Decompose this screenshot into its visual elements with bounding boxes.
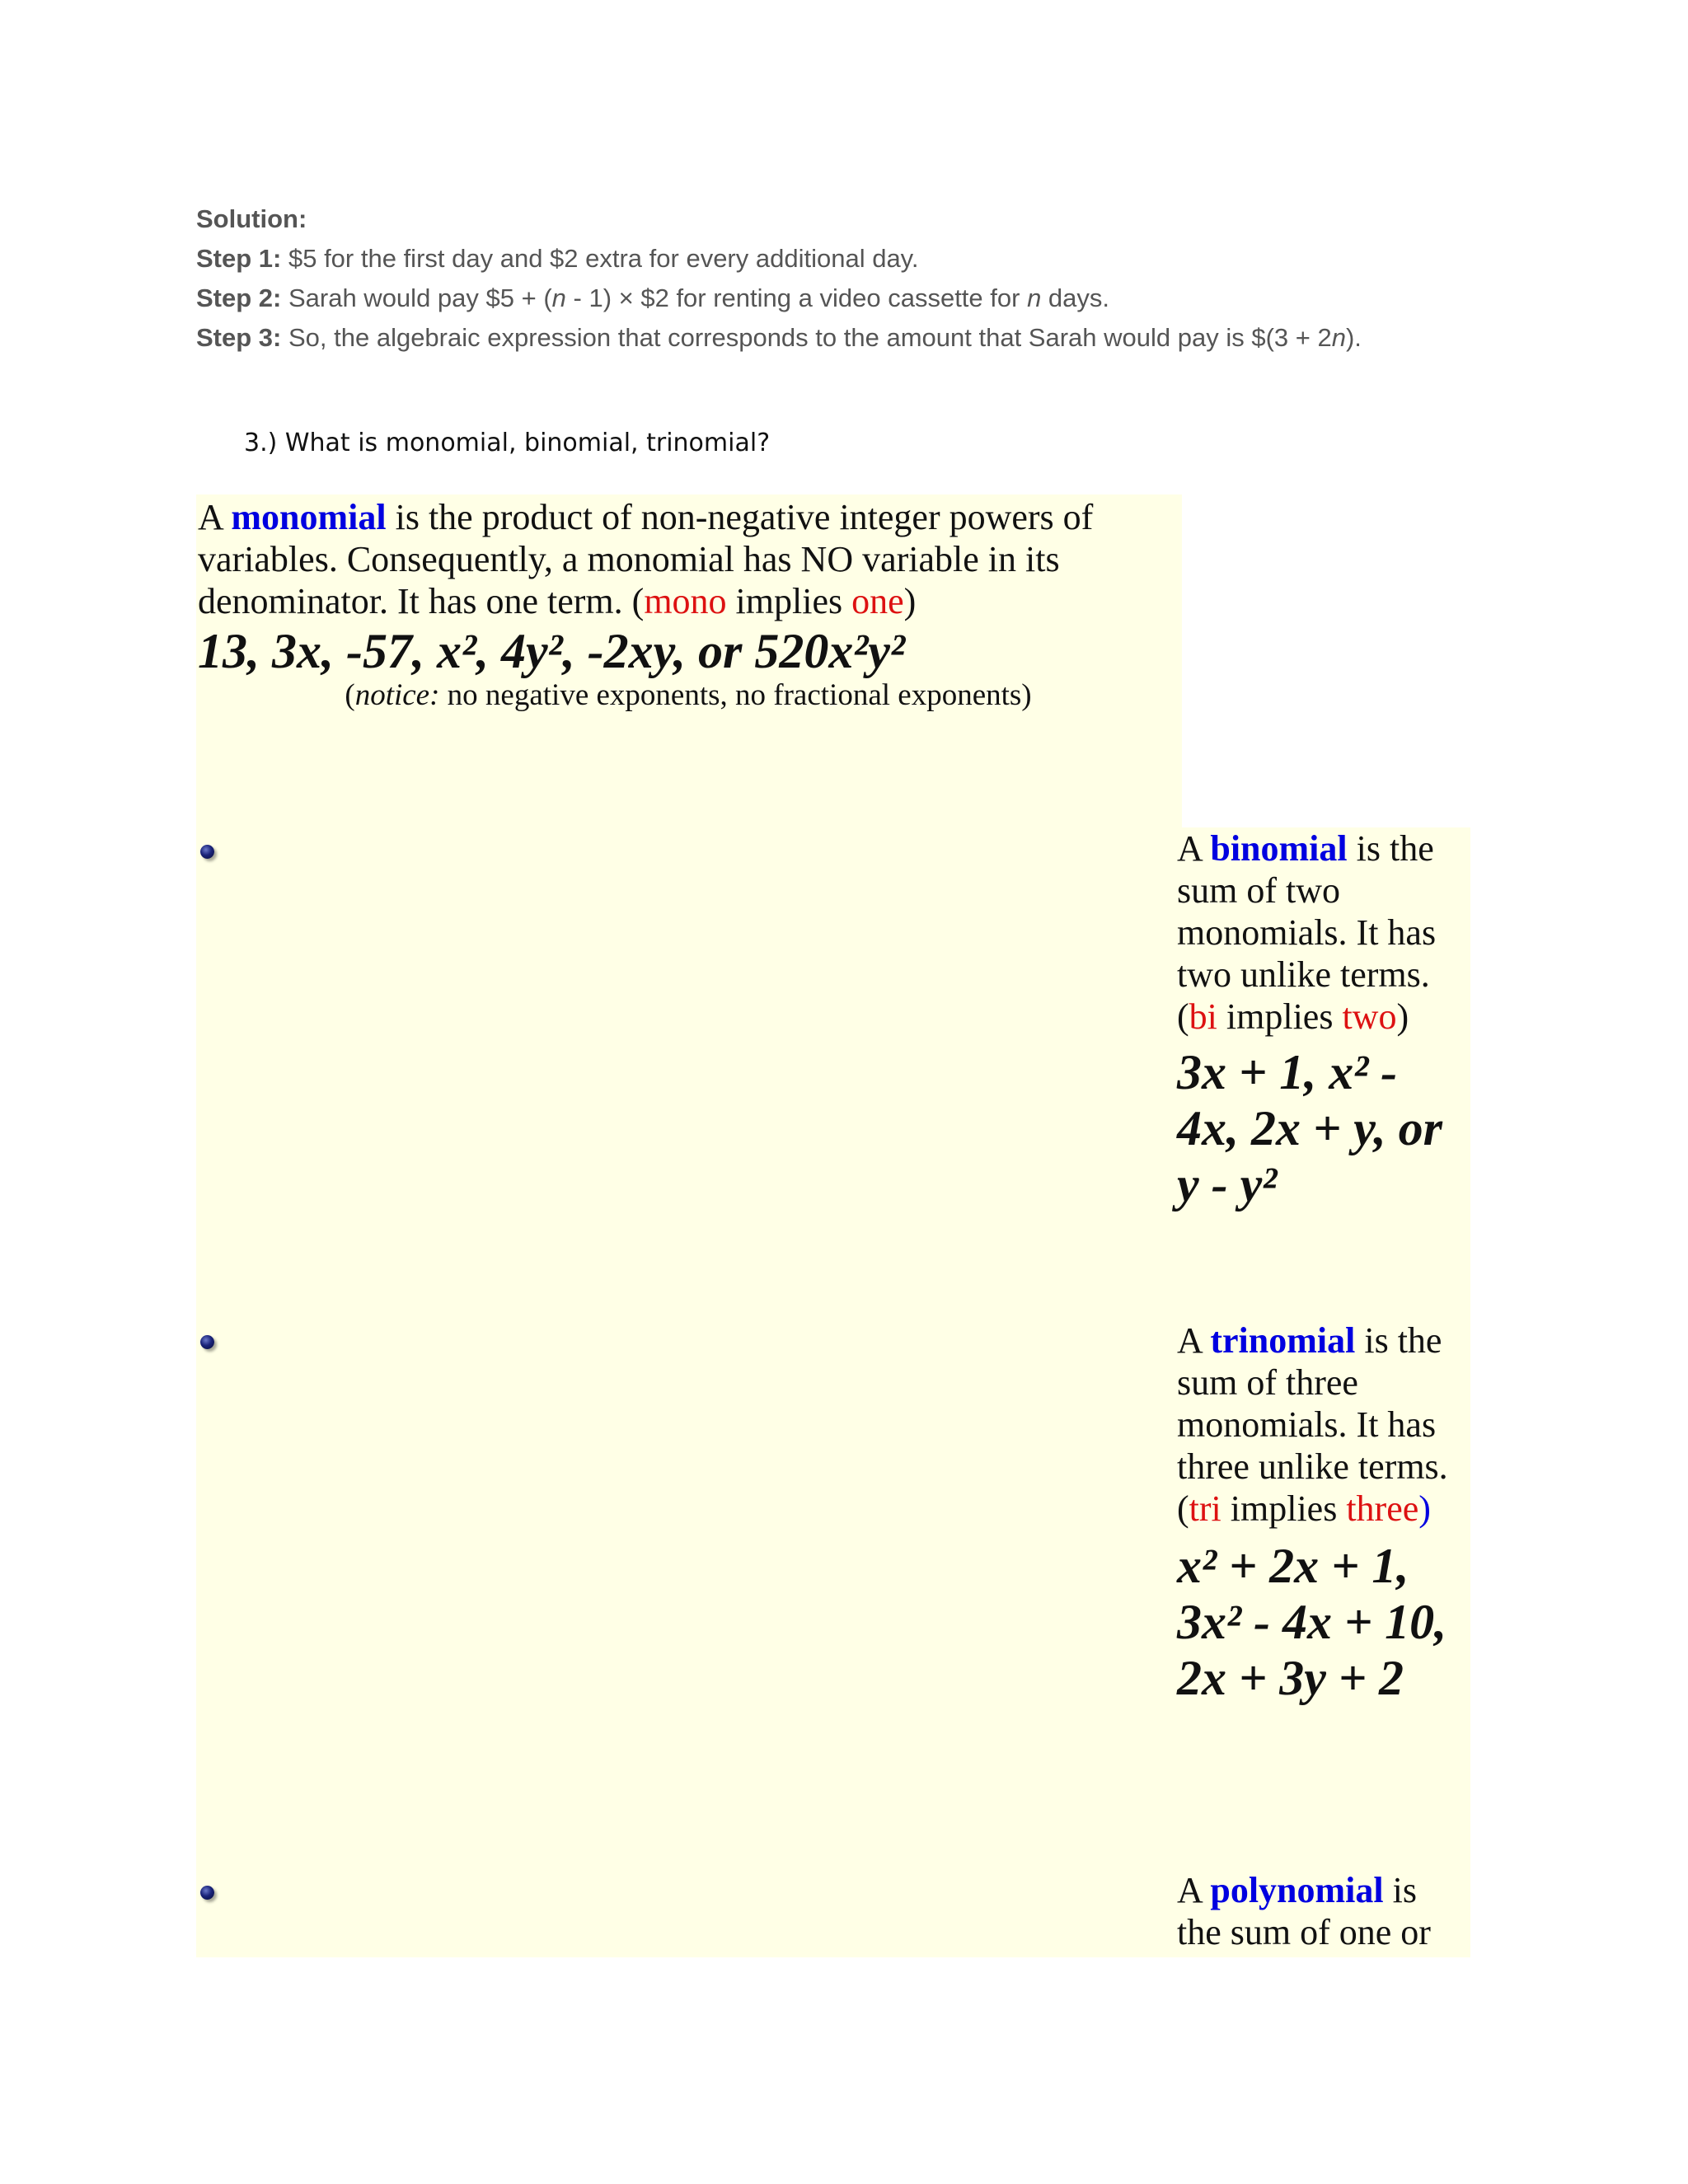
prefix: mono bbox=[644, 581, 727, 621]
step-2 bbox=[196, 284, 1109, 313]
step-1-text: $5 for the first day and $2 extra for every additional day. bbox=[281, 244, 919, 273]
trinomial-examples bbox=[1177, 1538, 1465, 1706]
monomial-examples bbox=[198, 623, 905, 680]
article: A bbox=[1177, 1320, 1211, 1361]
close-paren: ) bbox=[1418, 1488, 1431, 1529]
step-3-text-b: ). bbox=[1345, 323, 1362, 352]
definition-text: is the sum of two monomials. It has two unlike terms. ( bbox=[1177, 828, 1437, 1037]
bullet-icon bbox=[200, 845, 214, 859]
definition-text: is the sum of three monomials. It has three unlike terms. ( bbox=[1177, 1320, 1448, 1529]
step-1 bbox=[196, 244, 919, 274]
polynomial-text-clip bbox=[1177, 1869, 1465, 1953]
bullet-icon bbox=[200, 1886, 214, 1900]
trinomial-definition bbox=[1177, 1319, 1465, 1530]
article: A bbox=[198, 497, 232, 537]
definition-text: is the sum of one or bbox=[1177, 1870, 1431, 1952]
monomial-definition bbox=[198, 496, 1179, 622]
implies-text: implies bbox=[1217, 996, 1343, 1037]
binomial-term: binomial bbox=[1210, 828, 1348, 869]
binomial-definition bbox=[1177, 827, 1465, 1038]
meaning: two bbox=[1342, 996, 1397, 1037]
implies-text: implies bbox=[1221, 1488, 1347, 1529]
step-2-text-a: Sarah would pay $5 + ( bbox=[281, 284, 552, 312]
meaning: one bbox=[851, 581, 904, 621]
prefix: bi bbox=[1189, 996, 1217, 1037]
question-heading: 3.) What is monomial, binomial, trinomial? bbox=[244, 429, 771, 457]
monomial-note bbox=[198, 677, 1179, 713]
polynomial-definition bbox=[1177, 1869, 1465, 1953]
step-1-label: Step 1: bbox=[196, 244, 282, 273]
monomial-term: monomial bbox=[231, 497, 387, 537]
variable-n: n bbox=[1331, 323, 1346, 352]
close-paren: ) bbox=[1396, 996, 1409, 1037]
step-2-label: Step 2: bbox=[196, 284, 282, 312]
note-open: ( bbox=[345, 678, 355, 712]
note-label: notice: bbox=[354, 678, 440, 712]
article: A bbox=[1177, 828, 1211, 869]
polynomial-term: polynomial bbox=[1210, 1870, 1384, 1910]
step-2-text-b: - 1) × $2 for renting a video cassette for bbox=[565, 284, 1028, 312]
binomial-examples bbox=[1177, 1044, 1465, 1212]
step-2-text-c: days. bbox=[1041, 284, 1110, 312]
article: A bbox=[1177, 1870, 1211, 1910]
bullet-icon bbox=[200, 1335, 214, 1349]
trinomial-term: trinomial bbox=[1210, 1320, 1356, 1361]
examples-text: 13, 3x, -57, x², 4y², -2xy, or 520x²y² bbox=[198, 624, 905, 678]
examples-text: 3x + 1, x² - 4x, 2x + y, or y - y² bbox=[1177, 1045, 1442, 1212]
variable-n: n bbox=[1027, 284, 1042, 312]
definition-text: is the product of non-negative integer powers of variables. Consequently, a monomial has NO variable in its denominator. It has one term. ( bbox=[198, 497, 1094, 621]
step-3-label: Step 3: bbox=[196, 323, 282, 352]
definitions-panel bbox=[196, 494, 1182, 1957]
prefix: tri bbox=[1189, 1488, 1221, 1529]
meaning: three bbox=[1346, 1488, 1419, 1529]
solution-title: Solution: bbox=[196, 204, 307, 233]
step-3-text-a: So, the algebraic expression that corresponds to the amount that Sarah would pay is $(3 + 2 bbox=[281, 323, 1332, 352]
note-text: no negative exponents, no fractional exponents) bbox=[439, 678, 1032, 712]
variable-n: n bbox=[551, 284, 566, 312]
implies-text: implies bbox=[726, 581, 852, 621]
examples-text: x² + 2x + 1, 3x² - 4x + 10, 2x + 3y + 2 bbox=[1177, 1539, 1447, 1705]
step-3 bbox=[196, 323, 1362, 353]
close-paren: ) bbox=[903, 581, 917, 621]
